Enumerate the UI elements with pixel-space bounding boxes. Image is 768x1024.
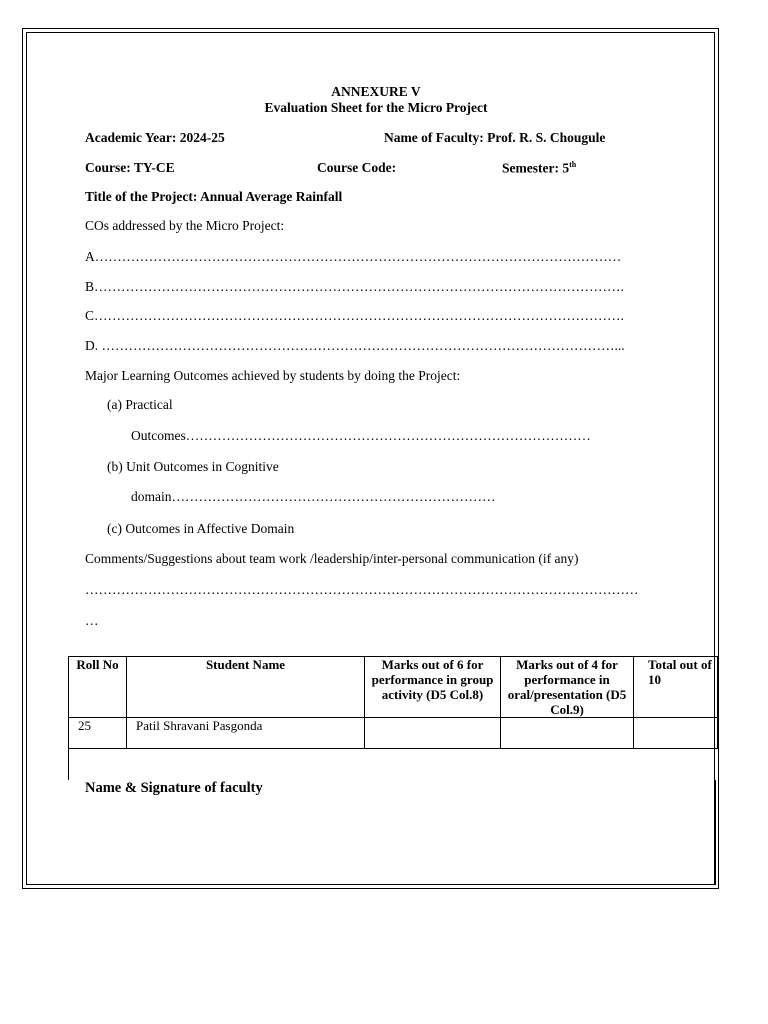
course: Course: TY-CE xyxy=(85,160,175,175)
comments-line: …………………………………………………………………………………………………………… xyxy=(85,582,639,597)
col-oral-marks: Marks out of 4 for performance in oral/presentation (D5 Col.9) xyxy=(501,657,634,718)
col-roll-no: Roll No xyxy=(69,657,127,718)
cell-total[interactable] xyxy=(634,718,718,749)
cell-group[interactable] xyxy=(365,718,501,749)
comments-heading: Comments/Suggestions about team work /leadership/inter-personal communication (if any) xyxy=(85,551,579,566)
col-group-marks: Marks out of 6 for performance in group activity (D5 Col.8) xyxy=(365,657,501,718)
cell-name: Patil Shravani Pasgonda xyxy=(127,718,365,749)
semester-text: Semester: 5 xyxy=(502,160,570,176)
outcome-a-label: (a) Practical xyxy=(107,397,173,412)
col-student-name: Student Name xyxy=(127,657,365,718)
faculty-name: Name of Faculty: Prof. R. S. Chougule xyxy=(384,130,606,145)
cos-heading: COs addressed by the Micro Project: xyxy=(85,218,285,233)
co-line-b: B………………………………………………………………………………………………………. xyxy=(85,279,624,294)
cell-oral[interactable] xyxy=(501,718,634,749)
co-line-d: D. ……………………………………………………………………………………………………... xyxy=(85,338,625,353)
semester-sup: th xyxy=(569,160,577,169)
sheet-subtitle: Evaluation Sheet for the Micro Project xyxy=(264,100,488,115)
table-row xyxy=(69,718,718,749)
col-total: Total out of 10 xyxy=(634,657,718,718)
academic-year: Academic Year: 2024-25 xyxy=(85,130,225,145)
outcome-b-dots: domain……………………………………………………………… xyxy=(131,489,496,504)
comments-line-end: … xyxy=(85,613,99,628)
outcome-a-dots: Outcomes……………………………………………………………………………… xyxy=(131,428,591,443)
outcomes-heading: Major Learning Outcomes achieved by students by doing the Project: xyxy=(85,368,461,383)
outcome-b-label: (b) Unit Outcomes in Cognitive xyxy=(107,459,279,474)
outcome-c-label: (c) Outcomes in Affective Domain xyxy=(107,521,295,536)
co-line-c: C………………………………………………………………………………………………………. xyxy=(85,308,624,323)
cell-roll: 25 xyxy=(69,718,127,749)
project-title: Title of the Project: Annual Average Rainfall xyxy=(85,189,343,204)
faculty-signature-label: Name & Signature of faculty xyxy=(85,780,263,796)
marks-table xyxy=(68,656,718,749)
semester xyxy=(502,160,576,177)
table-left-border-extension xyxy=(68,748,69,780)
annexure-title: ANNEXURE V xyxy=(331,84,421,99)
table-header-row xyxy=(69,657,718,718)
course-code: Course Code: xyxy=(317,160,397,175)
right-border-segment xyxy=(715,780,716,885)
co-line-a: A……………………………………………………………………………………………………… xyxy=(85,249,622,264)
